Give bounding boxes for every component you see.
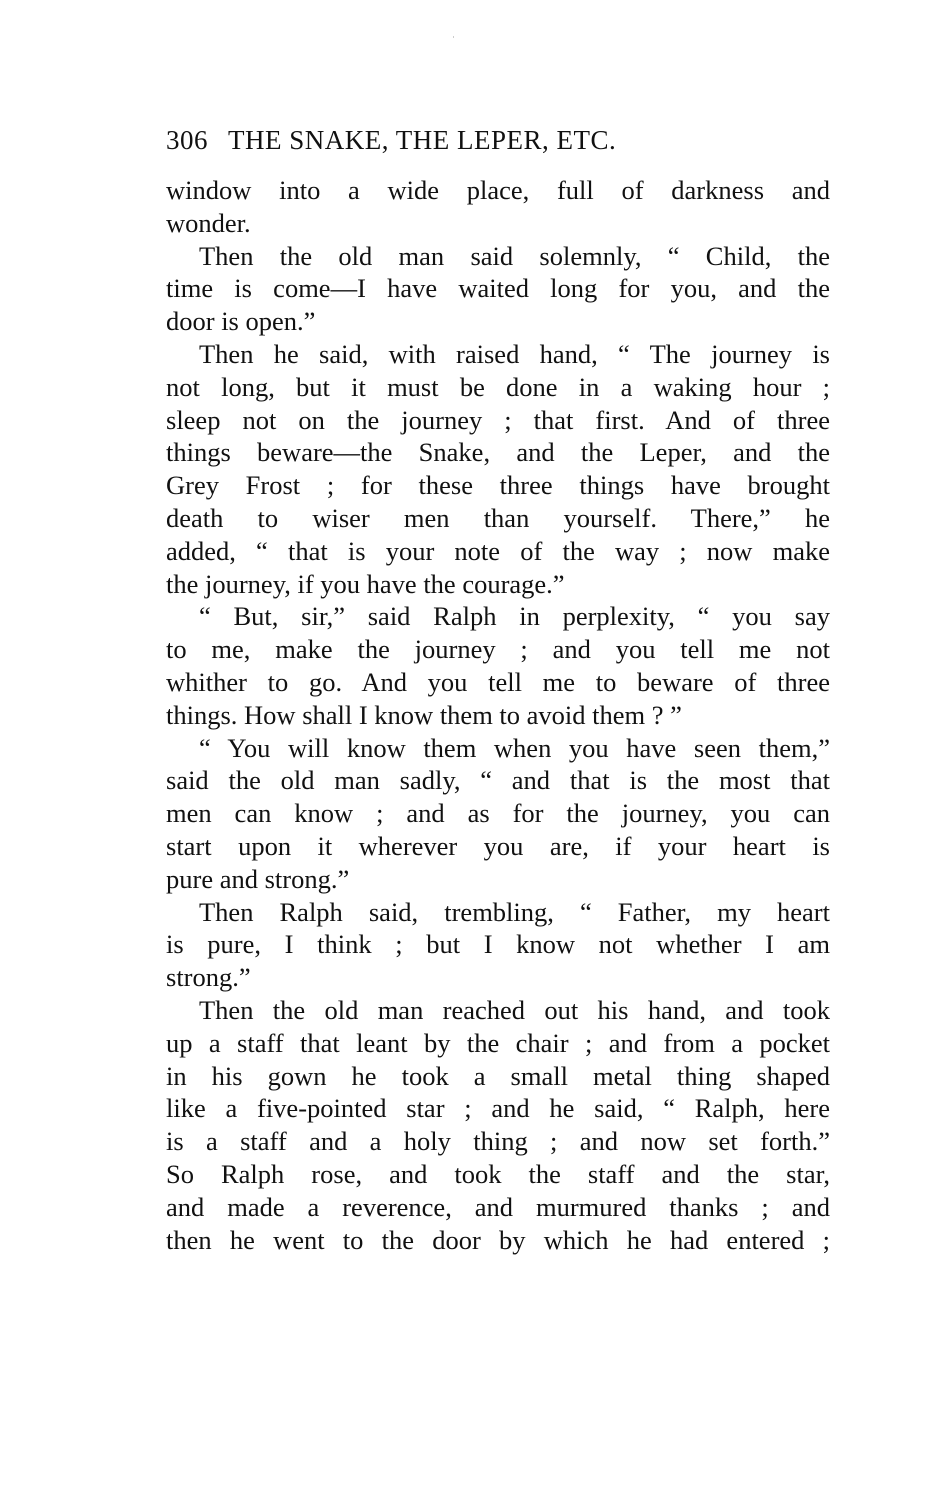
text-line: to me, make the journey ; and you tell me not — [166, 634, 830, 665]
body-text — [166, 174, 830, 1256]
text-line: things beware—the Snake, and the Leper, and the — [166, 437, 830, 468]
text-line: “ But, sir,” said Ralph in perplexity, “ you say — [199, 601, 830, 632]
page-number: 306 — [166, 125, 208, 155]
text-line: door is open.” — [166, 306, 316, 337]
text-line: up a staff that leant by the chair ; and from a pocket — [166, 1027, 830, 1058]
text-line: said the old man sadly, “ and that is the most that — [166, 765, 830, 796]
text-line: the journey, if you have the courage.” — [166, 568, 565, 599]
text-line: wonder. — [166, 207, 251, 238]
text-line: in his gown he took a small metal thing shaped — [166, 1060, 830, 1091]
scan-speck — [453, 36, 454, 38]
text-line: whither to go. And you tell me to beware of three — [166, 666, 830, 697]
running-title: THE SNAKE, THE LEPER, ETC. — [228, 125, 617, 155]
text-line: start upon it wherever you are, if your heart is — [166, 830, 830, 861]
text-line: added, “ that is your note of the way ; now make — [166, 535, 830, 566]
text-line: Then he said, with raised hand, “ The journey is — [199, 338, 830, 369]
text-line: not long, but it must be done in a waking hour ; — [166, 371, 830, 402]
text-line: things. How shall I know them to avoid them ? ” — [166, 699, 682, 730]
text-line: Then Ralph said, trembling, “ Father, my heart — [199, 896, 830, 927]
text-line: pure and strong.” — [166, 863, 350, 894]
text-line: then he went to the door by which he had entered ; — [166, 1224, 830, 1255]
text-line: death to wiser men than yourself. There,” he — [166, 502, 830, 533]
text-line: and made a reverence, and murmured thanks ; and — [166, 1191, 830, 1222]
text-line: So Ralph rose, and took the staff and the star, — [166, 1158, 830, 1189]
text-line: like a five-pointed star ; and he said, “ Ralph, here — [166, 1093, 830, 1124]
text-line: Then the old man reached out his hand, and took — [199, 994, 830, 1025]
text-line: time is come—I have waited long for you, and the — [166, 273, 830, 304]
text-line: is pure, I think ; but I know not whether I am — [166, 929, 830, 960]
running-header — [166, 122, 830, 158]
text-line: “ You will know them when you have seen them,” — [199, 732, 830, 763]
text-line: window into a wide place, full of darkness and — [166, 175, 830, 205]
text-line: is a staff and a holy thing ; and now set forth.” — [166, 1126, 830, 1157]
text-line: Grey Frost ; for these three things have brought — [166, 470, 830, 501]
text-line: strong.” — [166, 962, 251, 993]
text-line: men can know ; and as for the journey, you can — [166, 798, 830, 829]
text-line: sleep not on the journey ; that first. And of three — [166, 404, 830, 435]
text-line: Then the old man said solemnly, “ Child, the — [199, 240, 830, 271]
